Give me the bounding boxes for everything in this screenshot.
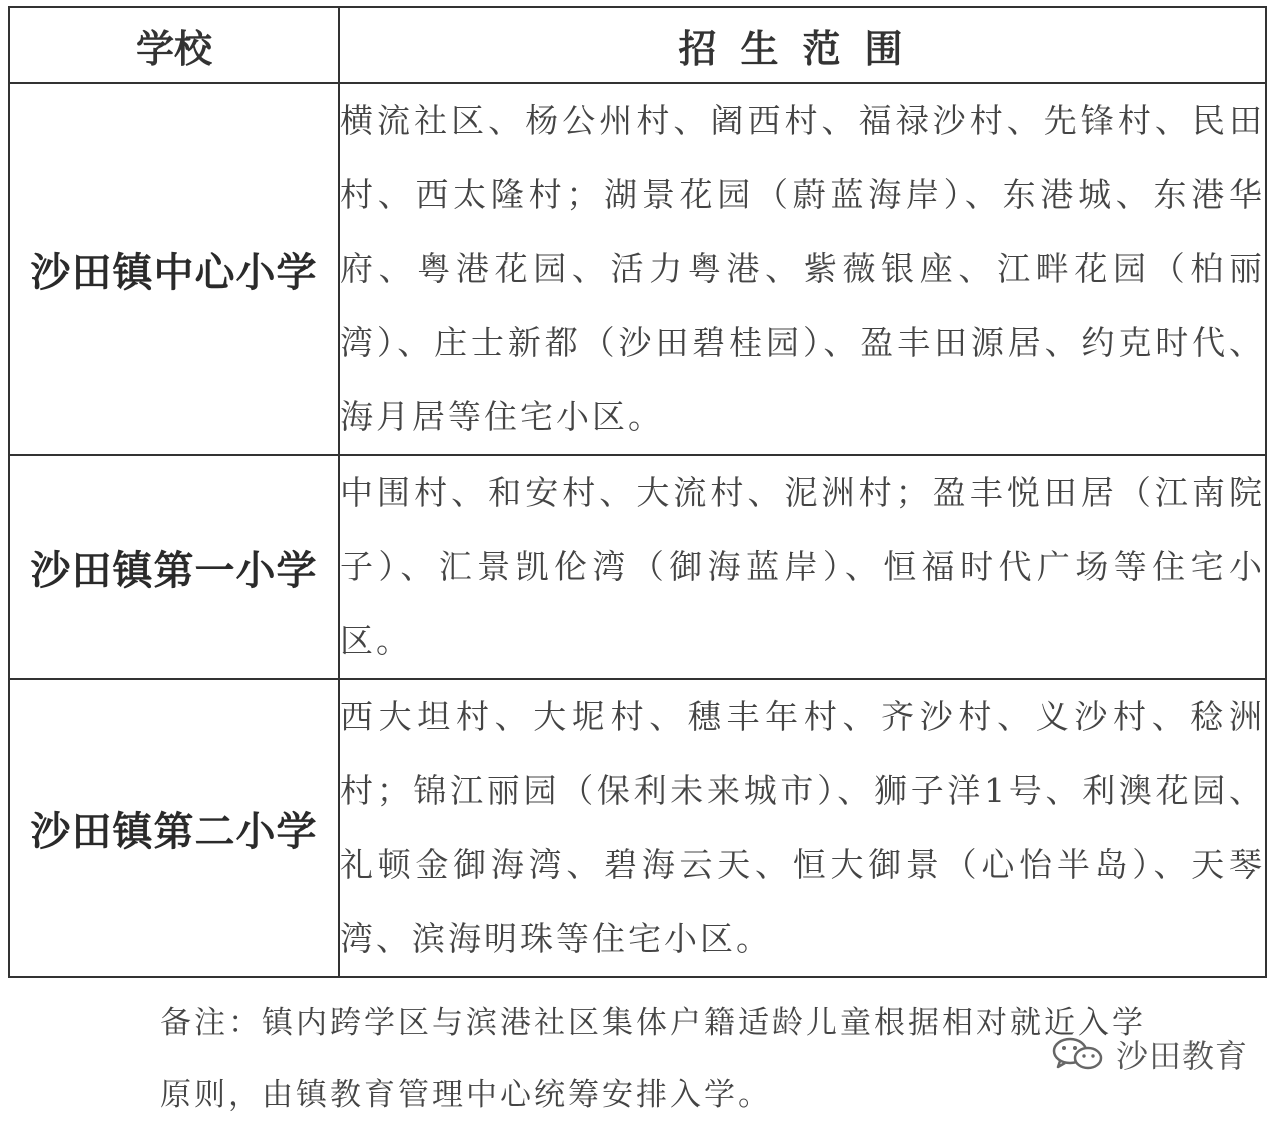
table-row	[9, 679, 1266, 977]
header-scope: 招生范围	[339, 7, 1266, 83]
table-row	[9, 83, 1266, 455]
remark-note: 备注：镇内跨学区与滨港社区集体户籍适龄儿童根据相对就近入学原则，由镇教育管理中心统筹安排入学。	[160, 1005, 1146, 1113]
table-header-row	[9, 7, 1266, 83]
scope-cell	[339, 679, 1266, 977]
school-name: 沙田镇第二小学	[9, 679, 339, 977]
scope-text: 横流社区、杨公州村、阇西村、福禄沙村、先锋村、民田村、西太隆村；湖景花园（蔚蓝海岸）、东港城、东港华府、粤港花园、活力粤港、紫薇银座、江畔花园（柏丽湾）、庄士新都（沙田碧桂园）、盈丰田源居、约克时代、海月居等住宅小区。	[340, 101, 1265, 436]
wechat-icon	[1050, 1036, 1106, 1072]
table-row	[9, 455, 1266, 679]
school-name: 沙田镇中心小学	[9, 83, 339, 455]
scope-cell	[339, 455, 1266, 679]
scope-text: 西大坦村、大坭村、穗丰年村、齐沙村、义沙村、稔洲村；锦江丽园（保利未来城市）、狮子洋1号、利澳花园、礼顿金御海湾、碧海云天、恒大御景（心怡半岛）、天琴湾、滨海明珠等住宅小区。	[340, 697, 1265, 958]
source-watermark	[1050, 1034, 1248, 1074]
school-name: 沙田镇第一小学	[9, 455, 339, 679]
scope-text: 中围村、和安村、大流村、泥洲村；盈丰悦田居（江南院子）、汇景凯伦湾（御海蓝岸）、恒福时代广场等住宅小区。	[340, 473, 1265, 660]
header-school: 学校	[9, 7, 339, 83]
enrollment-table	[8, 6, 1267, 978]
watermark-text: 沙田教育	[1116, 1037, 1249, 1075]
scope-cell	[339, 83, 1266, 455]
